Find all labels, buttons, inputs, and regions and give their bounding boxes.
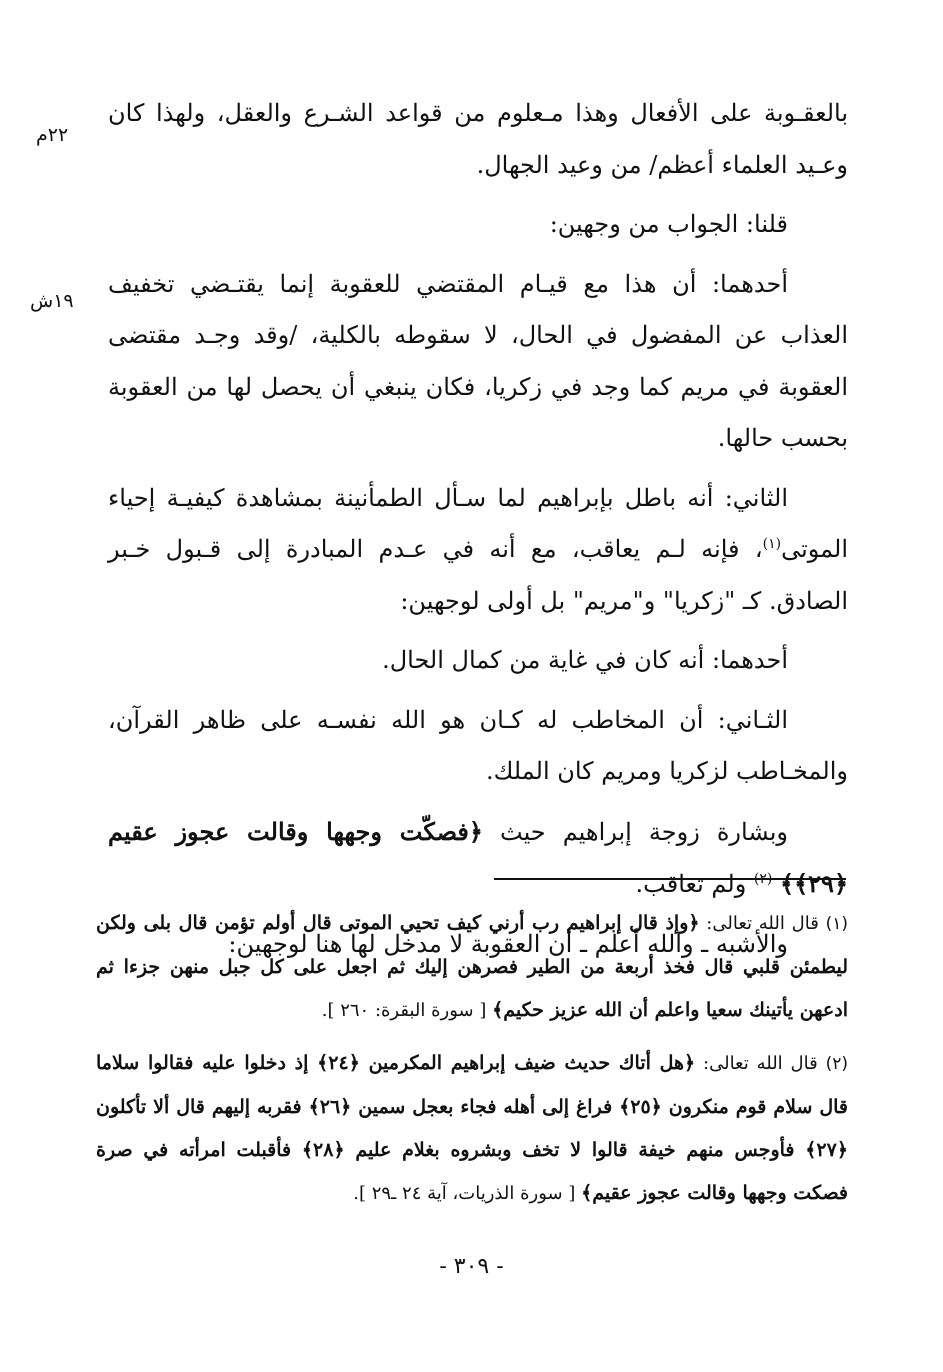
footnotes <box>96 902 848 1225</box>
margin-note-manuscript-ref: ١٩ش <box>30 290 74 312</box>
page-number: - ٣٠٩ - <box>439 1254 504 1279</box>
quran-quote: ﴿فصكّت وجهها وقالت عجوز عقيم ﴿٢٩﴾﴾ <box>108 816 848 898</box>
paragraph: الثـاني: أن المخاطب له كـان هو الله نفسـه على ظاهر القرآن، والمخـاطب لزكريا ومريم كان الملك. <box>108 705 848 785</box>
footnote-ref[interactable]: (٢) <box>753 871 773 887</box>
footnote-source: [ سورة الذريات، آية ٢٤ ـ٢٩ ]. <box>353 1183 582 1204</box>
footnote-ref[interactable]: (١) <box>762 536 782 552</box>
paragraph: أحدهما: أن هذا مع قيـام المقتضي للعقوبة إنما يقتـضي تخفيف العذاب عن المفضول في الحال، لا سقوطه بالكلية، /وقد وجـد مقتضى العقوبة في مريم كما وجد في زكريا، فكان ينبغي أن يحصل لها من العقوبة بحسب حالها. <box>108 269 848 452</box>
footnote-intro: قال الله تعالى: <box>695 1053 818 1074</box>
paragraph <box>108 806 848 911</box>
footnote <box>96 1042 848 1215</box>
paragraph-text: الثاني: أنه باطل بإبراهيم لما سـأل الطمأنينة بمشاهدة كيفيـة إحياء الموتى <box>108 483 848 563</box>
margin-note-manuscript-ref: ٢٢م <box>36 124 69 146</box>
paragraph <box>108 473 848 628</box>
footnote-intro: قال الله تعالى: <box>699 913 819 934</box>
footnote <box>96 902 848 1032</box>
footnote-separator <box>494 878 846 880</box>
paragraph: والأشبه ـ والله أعلم ـ أن العقوبة لا مدخل لها هنا لوجهين: <box>228 929 788 958</box>
footnote-source: [ سورة البقرة: ٢٦٠ ]. <box>321 1000 493 1021</box>
footnote-number: (٢) <box>825 1054 848 1074</box>
paragraph-text: ولم تعاقب. <box>635 870 754 898</box>
paragraph: بالعقـوبة على الأفعال وهذا مـعلوم من قواعد الشـرع والعقل، ولهذا كان وعـيد العلماء أعظم/ من وعيد الجهال. <box>108 99 849 179</box>
main-text <box>108 88 848 970</box>
quran-quote: ﴿هل أتاك حديث ضيف إبراهيم المكرمين ﴿٢٤﴾ إذ دخلوا عليه فقالوا سلاما قال سلام قوم منكرون ﴿٢٥﴾ فراغ إلى أهله فجاء بعجل سمين ﴿٢٦﴾ فقربه إليهم قال ألا تأكلون ﴿٢٧﴾ فأوجس منهم خيفة قالوا لا تخف وبشروه بغلام عليم ﴿٢٨﴾ فأقبلت امرأته في صرة فصكت وجهها وقالت عجوز عقيم﴾ <box>96 1052 848 1204</box>
paragraph-text: وبشارة زوجة إبراهيم حيث <box>482 817 789 846</box>
footnote-number: (١) <box>825 914 848 934</box>
quran-quote: ﴿وإذ قال إبراهيم رب أرني كيف تحيي الموتى قال أولم تؤمن قال بلى ولكن ليطمئن قلبي قال فخذ أربعة من الطير فصرهن إليك ثم اجعل على كل جبل منهن جزءا ثم ادعهن يأتينك سعيا واعلم أن الله عزيز حكيم﴾ <box>96 912 848 1021</box>
paragraph: أحدهما: أنه كان في غاية من كمال الحال. <box>382 646 788 674</box>
paragraph: قلنا: الجواب من وجهين: <box>549 210 788 238</box>
paragraph-text: ، فإنه لـم يعاقب، مع أنه في عـدم المبادرة إلى قـبول خـبر الصادق. كـ "زكريا" و"مريم" بل أولى لوجهين: <box>108 535 848 615</box>
